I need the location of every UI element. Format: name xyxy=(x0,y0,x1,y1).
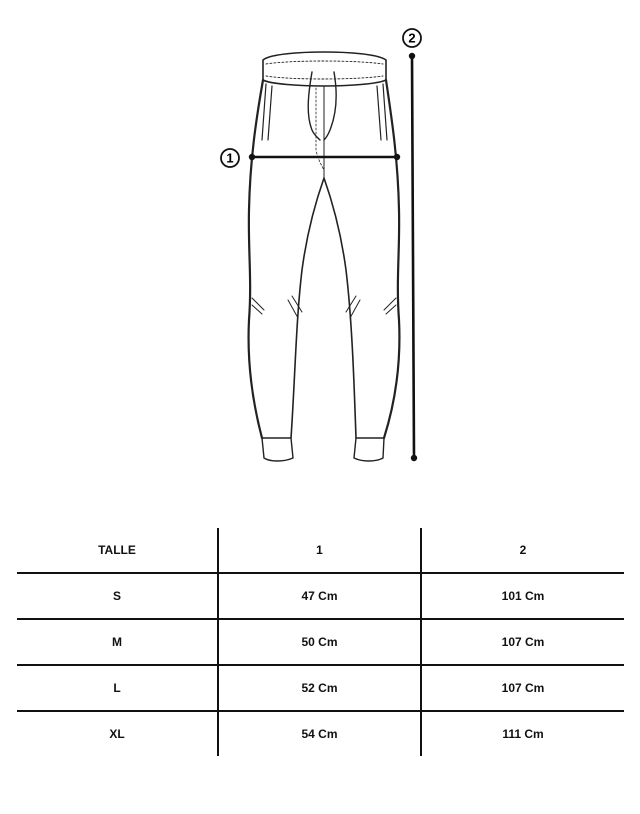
measure-2-cell: 101 Cm xyxy=(421,573,624,619)
pants-sketch xyxy=(249,52,400,461)
measure-1-cell: 54 Cm xyxy=(218,711,421,756)
size-cell: S xyxy=(17,573,218,619)
right-cuff xyxy=(354,438,384,461)
left-cuff xyxy=(262,438,293,461)
waistband-stitch-bottom xyxy=(266,76,383,79)
measure-2-cell: 107 Cm xyxy=(421,619,624,665)
left-pocket xyxy=(262,84,272,140)
header-talle: TALLE xyxy=(17,528,218,573)
header-measure-2: 2 xyxy=(421,528,624,573)
measure-2-line xyxy=(412,56,414,458)
measure-1-label: 1 xyxy=(226,150,234,166)
right-knee-dart xyxy=(346,296,396,318)
drawstring-left xyxy=(308,72,320,140)
size-cell: M xyxy=(17,619,218,665)
measure-1 xyxy=(221,149,400,167)
measure-1-cell: 52 Cm xyxy=(218,665,421,711)
waistband xyxy=(263,52,386,86)
measure-2-cell: 107 Cm xyxy=(421,665,624,711)
measure-1-cell: 50 Cm xyxy=(218,619,421,665)
right-pocket xyxy=(377,84,387,140)
drawstring-right xyxy=(324,72,336,140)
table-header-row xyxy=(17,528,624,573)
header-measure-1: 1 xyxy=(218,528,421,573)
measure-2-label: 2 xyxy=(408,30,416,46)
table-row xyxy=(17,711,624,756)
size-table xyxy=(17,528,624,756)
size-cell: L xyxy=(17,665,218,711)
waistband-stitch-top xyxy=(266,61,383,64)
table-row xyxy=(17,573,624,619)
size-cell: XL xyxy=(109,727,125,741)
left-leg-outline xyxy=(249,80,263,438)
left-knee-dart xyxy=(252,296,302,318)
table-row xyxy=(17,665,624,711)
measure-2-endpoint-top xyxy=(409,53,415,59)
measure-2-endpoint-bottom xyxy=(411,455,417,461)
measure-1-endpoint-left xyxy=(249,154,255,160)
measure-2-cell: 111 Cm xyxy=(421,711,624,756)
inner-leg xyxy=(291,178,356,438)
measure-1-cell: 47 Cm xyxy=(218,573,421,619)
measure-2 xyxy=(403,29,421,461)
table-row xyxy=(17,619,624,665)
measure-1-endpoint-right xyxy=(394,154,400,160)
